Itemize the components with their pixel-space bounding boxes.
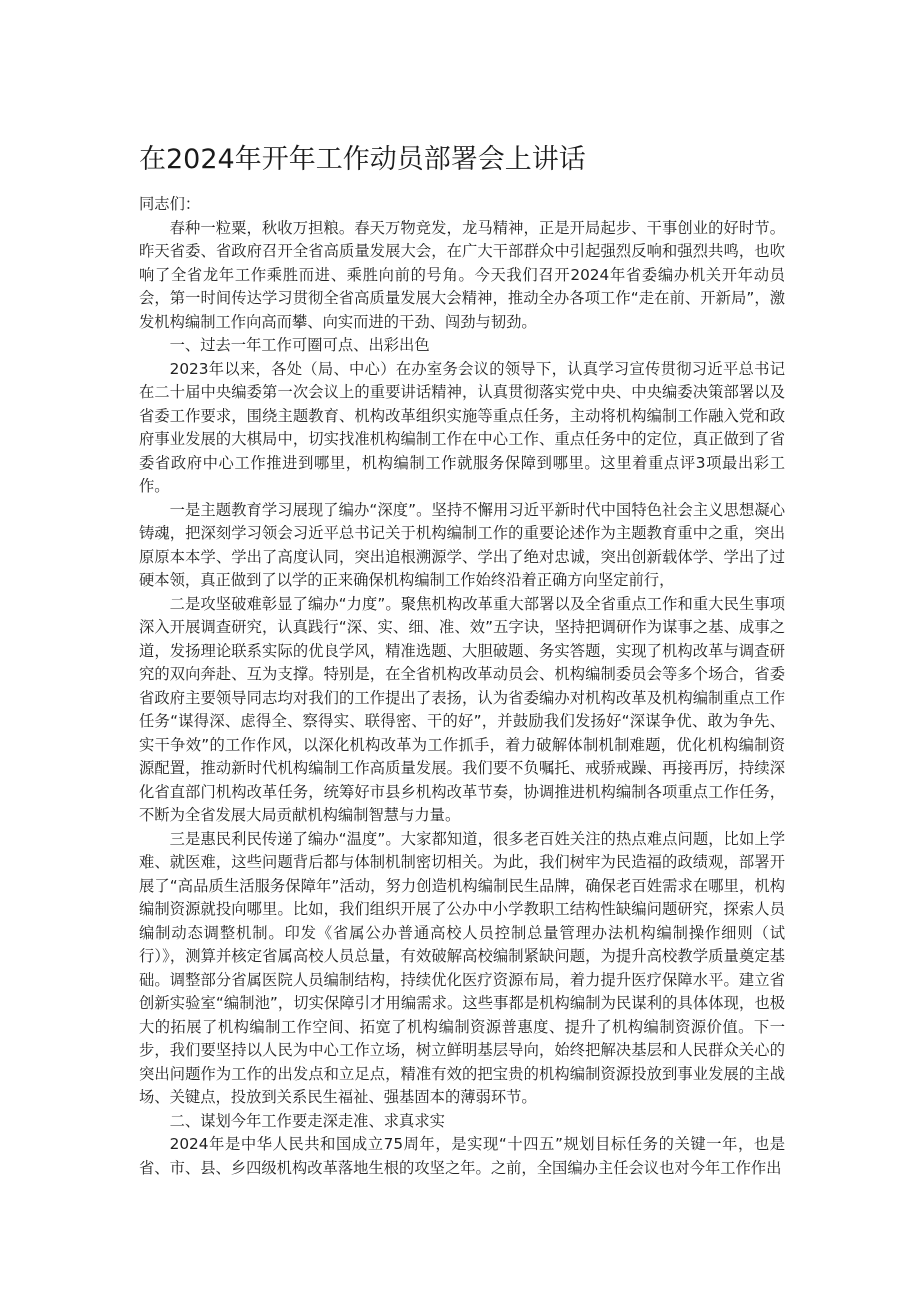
document-title: 在2024年开年工作动员部署会上讲话 [139, 144, 586, 175]
section-heading-1: 一、过去一年工作可圈可点、出彩出色 [169, 336, 430, 354]
paragraph-2024: 2024年是中华人民共和国成立75周年，是实现“十四五”规划目标任务的关键一年，也是省、市、县、乡四级机构改革落地生根的攻坚之年。之前，全国编办主任会议也对今年工作作出 [139, 1135, 785, 1177]
paragraph-strength: 二是攻坚破难彰显了编办“力度”。聚焦机构改革重大部署以及全省重点工作和重大民生事项深入开展调查研究，认真践行“深、实、细、准、效”五字诀，坚持把调研作为谋事之基、成事之道，发扬理论联系实际的优良学风，精准选题、大胆破题、务实答题，实现了机构改革与调查研究的双向奔赴、互为支撑。特别是，在全省机构改革动员会、机构编制委员会等多个场合，省委省政府主要领导同志均对我们的工作提出了表扬，认为省委编办对机构改革及机构编制重点工作任务“谋得深、虑得全、察得实、联得密、干的好”，并鼓励我们发扬好“深谋争优、敢为争先、实干争效”的工作作风，以深化机构改革为工作抓手，着力破解体制机制难题，优化机构编制资源配置，推动新时代机构编制工作高质量发展。我们要不负嘱托、戒骄戒躁、再接再厉，持续深化省直部门机构改革任务，统筹好市县乡机构改革节奏，协调推进机构编制各项重点工作任务，不断为全省发展大局贡献机构编制智慧与力量。 [139, 594, 785, 824]
paragraph-depth: 一是主题教育学习展现了编办“深度”。坚持不懈用习近平新时代中国特色社会主义思想凝心铸魂，把深刻学习领会习近平总书记关于机构编制工作的重要论述作为主题教育重中之重，突出原原本本学、学出了高度认同，突出追根溯源学、学出了绝对忠诚，突出创新载体学、学出了过硬本领，真正做到了以学的正来确保机构编制工作始终沿着正确方向坚定前行， [139, 500, 785, 589]
paragraph-intro: 春种一粒粟，秋收万担粮。春天万物竞发，龙马精神，正是开局起步、干事创业的好时节。昨天省委、省政府召开全省高质量发展大会，在广大干部群众中引起强烈反响和强烈共鸣，也吹响了全省龙年工作乘胜而进、乘胜向前的号角。今天我们召开2024年省委编办机关开年动员会，第一时间传达学习贯彻全省高质量发展大会精神，推动全办各项工作“走在前、开新局”，激发机构编制工作向高而攀、向实而进的干劲、闯劲与韧劲。 [139, 218, 785, 331]
salutation: 同志们： [139, 195, 201, 213]
paragraph-review-2023: 2023年以来，各处（局、中心）在办室务会议的领导下，认真学习宣传贯彻习近平总书记在二十届中央编委第一次会议上的重要讲话精神，认真贯彻落实党中央、中央编委决策部署以及省委工作要求，围绕主题教育、机构改革组织实施等重点任务，主动将机构编制工作融入党和政府事业发展的大棋局中，切实找准机构编制工作在中心工作、重点任务中的定位，真正做到了省委省政府中心工作推进到哪里，机构编制工作就服务保障到哪里。这里着重点评3项最出彩工作。 [139, 359, 785, 495]
document-body [139, 193, 785, 1180]
section-heading-2: 二、谋划今年工作要走深走准、求真求实 [169, 1111, 445, 1130]
paragraph-warmth: 三是惠民利民传递了编办“温度”。大家都知道，很多老百姓关注的热点难点问题，比如上学难、就医难，这些问题背后都与体制机制密切相关。为此，我们树牢为民造福的政绩观，部署开展了“高品质生活服务保障年”活动，努力创造机构编制民生品牌，确保老百姓需求在哪里，机构编制资源就投向哪里。比如，我们组织开展了公办中小学教职工结构性缺编问题研究，探索人员编制动态调整机制。印发《省属公办普通高校人员控制总量管理办法机构编制操作细则（试行）》，测算并核定省属高校人员总量，有效破解高校编制紧缺问题，为提升高校教学质量奠定基础。调整部分省属医院人员编制结构，持续优化医疗资源布局，着力提升医疗保障水平。建立省创新实验室“编制池”，切实保障引才用编需求。这些事都是机构编制为民谋利的具体体现，也极大的拓展了机构编制工作空间、拓宽了机构编制资源普惠度、提升了机构编制资源价值。下一步，我们要坚持以人民为中心工作立场，树立鲜明基层导向，始终把解决基层和人民群众关心的突出问题作为工作的出发点和立足点，精准有效的把宝贵的机构编制资源投放到事业发展的主战场、关键点，投放到关系民生福祉、强基固本的薄弱环节。 [139, 829, 785, 1106]
